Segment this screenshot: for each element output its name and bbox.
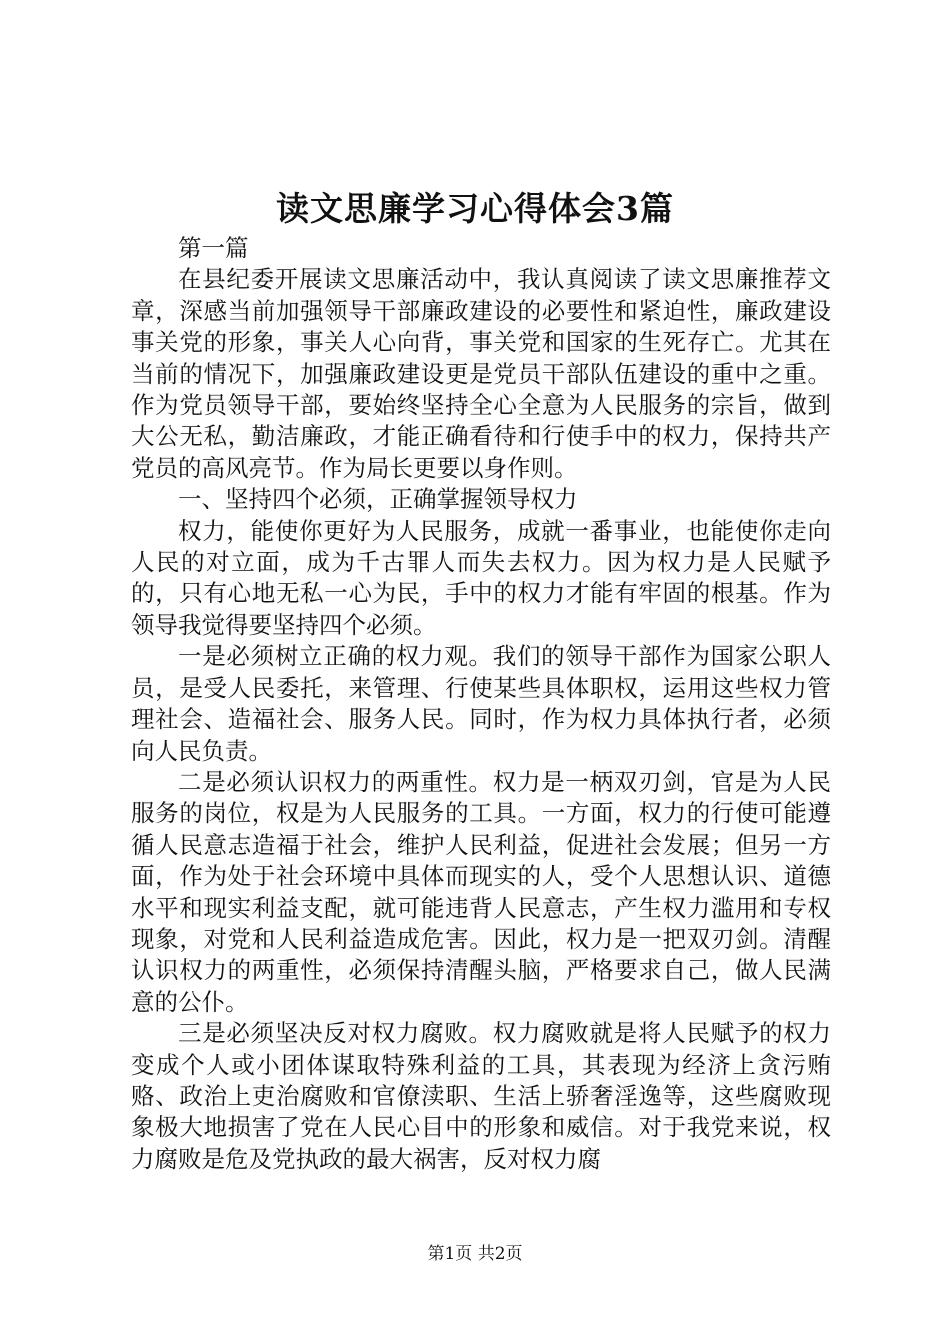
document-body (131, 233, 831, 1175)
page-footer: 第1页 共2页 (427, 1244, 523, 1264)
paragraph: 在县纪委开展读文思廉活动中，我认真阅读了读文思廉推荐文章，深感当前加强领导干部廉政建设的必要性和紧迫性，廉政建设事关党的形象，事关人心向背，事关党和国家的生死存亡。尤其在当前的情况下，加强廉政建设更是党员干部队伍建设的重中之重。作为党员领导干部，要始终坚持全心全意为人民服务的宗旨，做到大公无私，勤洁廉政，才能正确看待和行使手中的权力，保持共产党员的高风亮节。作为局长更要以身作则。 (131, 265, 831, 482)
section-heading: 第一篇 (178, 234, 249, 262)
paragraph: 三是必须坚决反对权力腐败。权力腐败就是将人民赋予的权力变成个人或小团体谋取特殊利益的工具，其表现为经济上贪污贿赂、政治上吏治腐败和官僚渎职、生活上骄奢淫逸等，这些腐败现象极大地损害了党在人民心目中的形象和威信。对于我党来说，权力腐败是危及党执政的最大祸害，反对权力腐 (131, 1019, 831, 1173)
paragraph: 二是必须认识权力的两重性。权力是一柄双刃剑，官是为人民服务的岗位，权是为人民服务的工具。一方面，权力的行使可能遵循人民意志造福于社会，维护人民利益，促进社会发展；但另一方面，作为处于社会环境中具体而现实的人，受个人思想认识、道德水平和现实利益支配，就可能违背人民意志，产生权力滥用和专权现象，对党和人民利益造成危害。因此，权力是一把双刃剑。清醒认识权力的两重性，必须保持清醒头脑，严格要求自己，做人民满意的公仆。 (131, 767, 831, 1016)
paragraph: 一是必须树立正确的权力观。我们的领导干部作为国家公职人员，是受人民委托，来管理、行使某些具体职权，运用这些权力管理社会、造福社会、服务人民。同时，作为权力具体执行者，必须向人民负责。 (131, 642, 831, 765)
paragraph: 权力，能使你更好为人民服务，成就一番事业，也能使你走向人民的对立面，成为千古罪人而失去权力。因为权力是人民赋予的，只有心地无私一心为民，手中的权力才能有牢固的根基。作为领导我觉得要坚持四个必须。 (131, 516, 831, 639)
document-title: 读文思廉学习心得体会3篇 (276, 189, 674, 228)
subheading: 一、坚持四个必须，正确掌握领导权力 (178, 485, 578, 514)
